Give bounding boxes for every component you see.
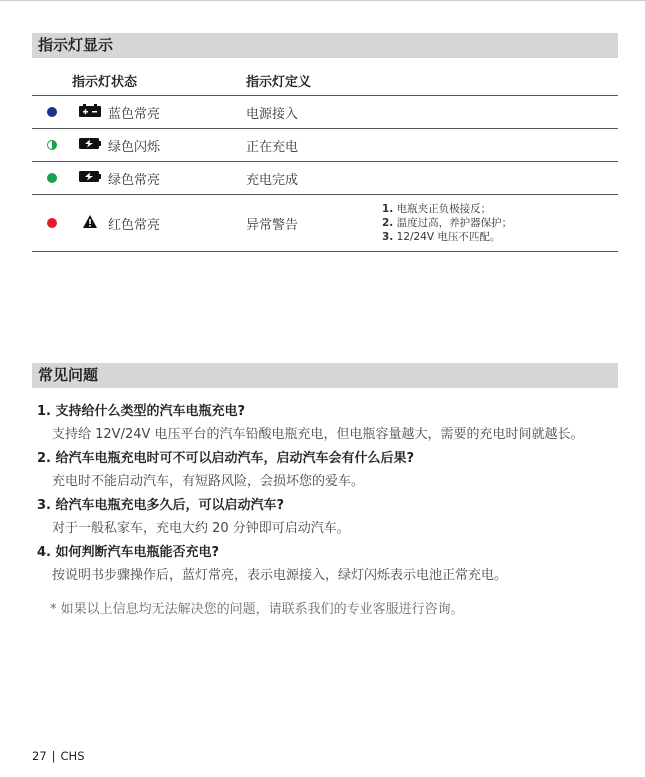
green-led-icon [47, 173, 57, 183]
table-row [32, 129, 618, 162]
table-row [32, 162, 618, 195]
definition-text: 充电完成 [246, 162, 382, 195]
warning-notes [382, 195, 618, 252]
page-footer [32, 749, 85, 763]
state-text: 蓝色常亮 [108, 96, 246, 129]
faq-footnote: * 如果以上信息均无法解决您的问题，请联系我们的专业客服进行咨询。 [50, 602, 464, 617]
definition-text: 电源接入 [246, 96, 382, 129]
indicator-table [32, 66, 618, 252]
faq-answer: 支持给 12V/24V 电压平台的汽车铅酸电瓶充电，但电瓶容量越大，需要的充电时间就越长。 [52, 427, 584, 442]
state-text: 绿色闪烁 [108, 129, 246, 162]
note-line: 1. 电瓶夹正负极接反； [382, 203, 492, 215]
indicator-table-header [32, 66, 618, 96]
col-definition-header: 指示灯定义 [246, 66, 618, 96]
battery-icon [79, 104, 101, 117]
faq-question: 4. 如何判断汽车电瓶能否充电? [37, 545, 220, 560]
faq-answer: 充电时不能启动汽车，有短路风险，会损坏您的爱车。 [52, 474, 365, 489]
faq-answer: 对于一般私家车，充电大约 20 分钟即可启动汽车。 [52, 521, 350, 536]
red-led-icon [47, 218, 57, 228]
definition-text: 异常警告 [246, 195, 382, 252]
indicator-section-title: 指示灯显示 [32, 33, 618, 58]
note-line: 3. 12/24V 电压不匹配。 [382, 231, 501, 243]
top-rule [0, 0, 645, 1]
footer-separator: | [51, 749, 56, 763]
faq-question: 2. 给汽车电瓶充电时可不可以启动汽车，启动汽车会有什么后果? [37, 451, 415, 466]
charging-battery-icon [79, 170, 101, 183]
faq-question: 3. 给汽车电瓶充电多久后，可以启动汽车? [37, 498, 285, 513]
page-number: 27 [32, 749, 47, 763]
charging-battery-icon [79, 137, 101, 150]
definition-text: 正在充电 [246, 129, 382, 162]
faq-answer: 按说明书步骤操作后，蓝灯常亮，表示电源接入，绿灯闪烁表示电池正常充电。 [52, 568, 508, 583]
state-text: 红色常亮 [108, 195, 246, 252]
note-line: 2. 温度过高，养护器保护； [382, 217, 513, 229]
table-row [32, 96, 618, 129]
blinking-green-led-icon [47, 140, 57, 150]
warning-icon [83, 215, 97, 228]
blue-led-icon [47, 107, 57, 117]
state-text: 绿色常亮 [108, 162, 246, 195]
table-row [32, 195, 618, 252]
faq-section-title: 常见问题 [32, 363, 618, 388]
language-code: CHS [60, 749, 85, 763]
col-state-header: 指示灯状态 [72, 66, 246, 96]
faq-list [37, 400, 617, 588]
faq-question: 1. 支持给什么类型的汽车电瓶充电? [37, 404, 246, 419]
